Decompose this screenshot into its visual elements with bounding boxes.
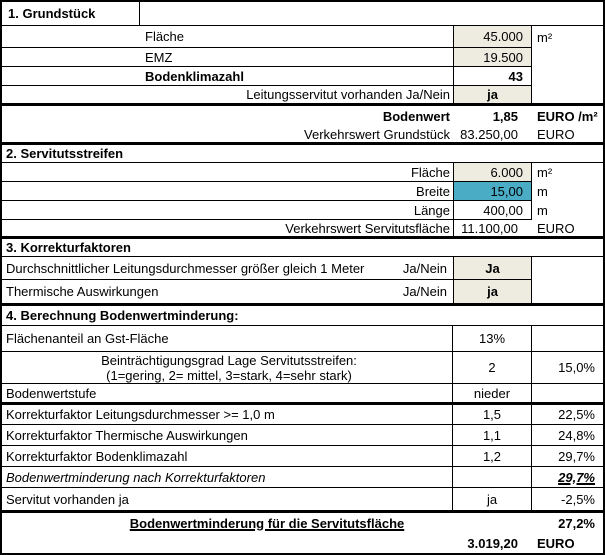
kf-leitung-value-cell[interactable]: 1,5 <box>453 405 532 424</box>
bodenklimazahl-row <box>2 67 603 86</box>
beeintraechtigung-label2: (1=gering, 2= mittel, 3=stark, 4=sehr stark) <box>106 367 352 383</box>
result-amount-row <box>2 533 603 553</box>
thermisch-janein: Ja/Nein <box>402 284 447 299</box>
beeintraechtigung-label: Beinträchtigungsgrad Lage Servitutsstreifen: <box>101 352 357 368</box>
beeintraechtigung-value-cell[interactable]: 2 <box>453 352 532 383</box>
kf-leitung-label: Korrekturfaktor Leitungsdurchmesser >= 1,0 m <box>2 405 453 424</box>
beeintraechtigung-percent: 15,0% <box>558 360 595 375</box>
bodenklimazahl-unit <box>532 67 603 86</box>
bodenwertstufe-value-cell[interactable]: nieder <box>453 384 532 402</box>
section4-title-row <box>2 306 603 326</box>
kf-leitung-percent: 22,5% <box>558 407 595 422</box>
laenge-label: Länge <box>2 201 453 220</box>
section1-title-row <box>2 2 603 26</box>
emz-row <box>2 48 603 67</box>
verkehrswert-grundstueck-label: Verkehrswert Grundstück <box>304 127 450 142</box>
servitut-vorhanden-percent: -2,5% <box>561 491 595 507</box>
kf-thermisch-percent: 24,8% <box>558 427 595 443</box>
leitungsdurchmesser-janein: Ja/Nein <box>402 260 447 276</box>
leitungsdurchmesser-value-cell[interactable]: Ja <box>453 257 532 280</box>
flaeche-unit: m² <box>537 29 553 45</box>
bodenwert-row <box>2 106 603 127</box>
breite-value-cell[interactable]: 15,00 <box>453 182 532 201</box>
minderung-nach-kf-label: Bodenwertminderung nach Korrekturfaktoren <box>2 467 453 487</box>
thermisch-label: Thermische Auswirkungen <box>6 284 159 299</box>
bodenwertstufe-percent <box>532 384 603 402</box>
laenge-value-cell[interactable]: 400,00 <box>453 201 532 220</box>
verkehrswert-servitut-row <box>2 220 603 236</box>
servitut-flaeche-unit: m² <box>537 165 553 180</box>
kf-thermisch-value-cell[interactable]: 1,1 <box>453 425 532 445</box>
leitungsdurchmesser-label: Durchschnittlicher Leitungsdurchmesser größer gleich 1 Meter <box>6 260 365 276</box>
breite-label: Breite <box>2 182 453 201</box>
leitungsservitut-value-cell[interactable]: ja <box>453 86 532 103</box>
flaeche-row <box>2 26 603 48</box>
breite-row <box>2 182 603 201</box>
servitut-vorhanden-row <box>2 488 603 510</box>
result-label: Bodenwertminderung für die Servitutsfläche <box>129 515 405 531</box>
section3-title-row <box>2 239 603 257</box>
laenge-row <box>2 201 603 220</box>
section2-title-row <box>2 145 603 163</box>
flaechenanteil-label: Flächenanteil an Gst-Fläche <box>2 326 453 351</box>
leitungsservitut-row <box>2 86 603 103</box>
leitungsdurchmesser-label-cell <box>2 257 453 280</box>
bodenwert-unit: EURO /m² <box>537 109 598 124</box>
verkehrswert-grundstueck-value: 83.250,00 <box>460 127 518 142</box>
result-amount-spacer <box>2 533 453 553</box>
bodenklimazahl-value-cell[interactable]: 43 <box>453 67 532 86</box>
servitut-vorhanden-label: Servitut vorhanden ja <box>2 488 453 510</box>
bodenwertstufe-row <box>2 384 603 402</box>
result-amount: 3.019,20 <box>467 535 518 551</box>
thermisch-value-cell[interactable]: ja <box>453 280 532 303</box>
flaeche-value-cell[interactable]: 45.000 <box>453 26 532 48</box>
bodenwert-label: Bodenwert <box>382 109 450 124</box>
servitut-flaeche-label: Fläche <box>2 163 453 182</box>
minderung-nach-kf-percent: 29,7% <box>558 469 595 485</box>
minderung-nach-kf-value-cell <box>453 467 532 487</box>
thermisch-unit <box>532 280 603 303</box>
servitut-flaeche-row <box>2 163 603 182</box>
flaechenanteil-row <box>2 326 603 352</box>
flaechenanteil-value-cell[interactable]: 13% <box>453 326 532 351</box>
section1-title: 1. Grundstück <box>2 2 140 25</box>
kf-thermisch-row <box>2 425 603 446</box>
leitungsservitut-label: Leitungsservitut vorhanden Ja/Nein <box>246 87 450 102</box>
result-title-row <box>2 513 603 533</box>
kf-thermisch-label: Korrekturfaktor Thermische Auswirkungen <box>2 425 453 445</box>
section4-title: 4. Berechnung Bodenwertminderung: <box>6 308 239 323</box>
kf-bodenklima-label: Korrekturfaktor Bodenklimazahl <box>2 446 453 466</box>
leitungsservitut-unit <box>532 86 603 103</box>
minderung-nach-kf-row <box>2 467 603 488</box>
breite-unit: m <box>537 184 548 199</box>
bodenklimazahl-label: Bodenklimazahl <box>2 67 453 86</box>
kf-leitung-row <box>2 405 603 425</box>
section2-title: 2. Servitutsstreifen <box>6 146 124 161</box>
servitut-flaeche-value-cell[interactable]: 6.000 <box>453 163 532 182</box>
verkehrswert-servitut-unit: EURO <box>537 220 575 236</box>
thermisch-row <box>2 280 603 303</box>
section3-title: 3. Korrekturfaktoren <box>6 240 131 255</box>
verkehrswert-servitut-value: 11.100,00 <box>453 220 532 236</box>
bodenwertstufe-label: Bodenwertstufe <box>2 384 453 402</box>
beeintraechtigung-row <box>2 352 603 384</box>
laenge-unit: m <box>537 203 548 218</box>
emz-label: EMZ <box>2 48 453 67</box>
beeintraechtigung-label-cell <box>2 352 453 383</box>
section1-title-spacer <box>140 2 603 25</box>
verkehrswert-servitut-label: Verkehrswert Servitutsfläche <box>285 220 450 236</box>
result-percent: 27,2% <box>558 515 595 531</box>
flaeche-label: Fläche <box>2 26 453 48</box>
kf-bodenklima-value-cell[interactable]: 1,2 <box>453 446 532 466</box>
flaechenanteil-percent <box>532 326 603 351</box>
kf-bodenklima-row <box>2 446 603 467</box>
bodenwert-value: 1,85 <box>492 109 518 124</box>
leitungsdurchmesser-unit <box>532 257 603 280</box>
emz-unit <box>532 48 603 67</box>
servitut-vorhanden-value-cell[interactable]: ja <box>453 488 532 510</box>
thermisch-label-cell <box>2 280 453 303</box>
verkehrswert-grundstueck-row <box>2 127 603 142</box>
kf-bodenklima-percent: 29,7% <box>558 448 595 464</box>
leitungsdurchmesser-row <box>2 257 603 280</box>
result-currency: EURO <box>537 535 575 551</box>
verkehrswert-grundstueck-unit: EURO <box>537 127 575 142</box>
emz-value-cell[interactable]: 19.500 <box>453 48 532 67</box>
